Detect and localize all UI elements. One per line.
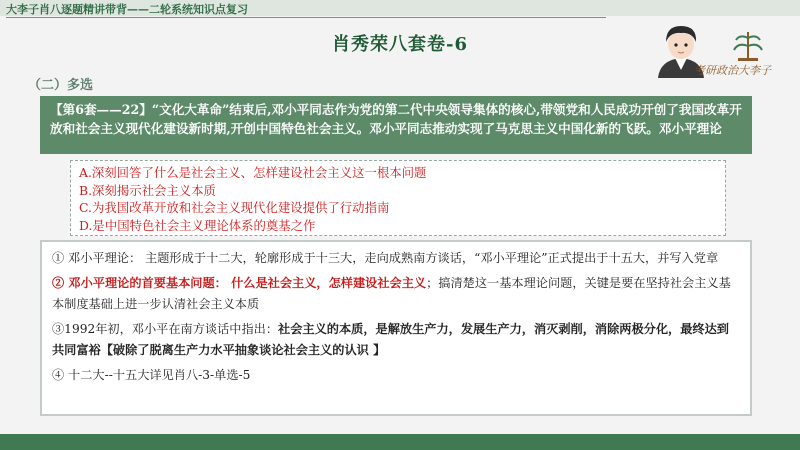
options-box: [70, 160, 726, 236]
analysis-point-1: ① 邓小平理论： 主题形成于十二大，轮廓形成于十三大，走向成熟南方谈话，“邓小平理论”正式提出于十五大，并写入党章: [52, 251, 719, 265]
analysis-point-3: [52, 319, 740, 361]
option-a: A.深刻回答了什么是社会主义、怎样建设社会主义这一根本问题: [79, 165, 427, 180]
analysis-point-3-key: 社会主义的本质，是解放生产力，发展生产力，消灭剥削，消除两极分化，最终达到共同富裕【破除了脱离生产力水平抽象谈论社会主义的认识 】: [52, 322, 729, 357]
option-d: D.是中国特色社会主义理论体系的奠基之作: [79, 217, 316, 233]
analysis-box: [40, 240, 752, 416]
analysis-point-3-lead: ③1992年初，邓小平在南方谈话中指出：: [52, 322, 279, 336]
question-box: [40, 96, 752, 154]
option-c: C.为我国改革开放和社会主义现代化建设提供了行动指南: [79, 200, 390, 215]
course-header: 大李子肖八逐题精讲带背——二轮系统知识点复习: [6, 3, 248, 16]
footer-strip: [0, 434, 800, 450]
option-b: B.深刻揭示社会主义本质: [79, 182, 216, 198]
brand-logo-text: 考研政治大李子: [694, 64, 771, 77]
analysis-point-2-key: ② 邓小平理论的首要基本问题： 什么是社会主义，怎样建设社会主义: [52, 276, 427, 290]
question-text: 【第6套——22】“文化大革命”结束后,邓小平同志作为党的第二代中央领导集体的核心,带领党和人民成功开创了我国改革开放和社会主义现代化建设新时期,开创中国特色社会主义。邓小平同志推动实现了马克思主义中国化新的飞跃。邓小平理论: [50, 102, 742, 136]
analysis-point-4: ④ 十二大--十五大详见肖八-3-单选-5: [52, 368, 251, 382]
page-title: 肖秀荣八套卷-6: [332, 34, 468, 55]
analysis-point-2: [52, 273, 740, 315]
header-divider: [6, 17, 606, 18]
section-label: （二）多选: [28, 78, 94, 93]
analysis-point-2-rest: ；搞清楚这一基本理论问题，关键是要在坚持社会主义基本制度基础上进一步认清社会主义本质: [52, 276, 731, 311]
